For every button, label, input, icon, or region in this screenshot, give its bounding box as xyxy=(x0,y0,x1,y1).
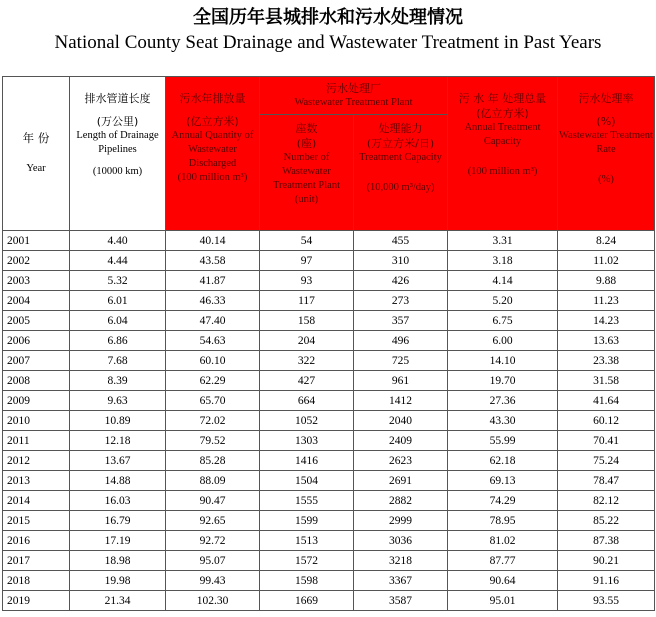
cell-capacity: 273 xyxy=(354,291,448,311)
cell-treated: 90.64 xyxy=(448,571,558,591)
cell-discharge: 90.47 xyxy=(166,491,260,511)
header-year-cn: 年 份 xyxy=(22,131,50,145)
cell-discharge: 62.29 xyxy=(166,371,260,391)
cell-pipe: 13.67 xyxy=(70,451,166,471)
cell-capacity: 961 xyxy=(354,371,448,391)
cell-capacity: 3367 xyxy=(354,571,448,591)
cell-treated: 19.70 xyxy=(448,371,558,391)
cell-plants: 322 xyxy=(260,351,354,371)
cell-year: 2011 xyxy=(3,431,70,451)
table-row xyxy=(3,491,655,511)
cell-treated: 87.77 xyxy=(448,551,558,571)
cell-capacity: 357 xyxy=(354,311,448,331)
cell-rate: 14.23 xyxy=(558,311,655,331)
cell-pipe: 18.98 xyxy=(70,551,166,571)
header-treated-unit-en: (100 million m³) xyxy=(467,166,538,177)
header-plant-group xyxy=(260,77,448,115)
cell-treated: 74.29 xyxy=(448,491,558,511)
cell-plants: 1513 xyxy=(260,531,354,551)
cell-plants: 54 xyxy=(260,231,354,251)
cell-rate: 82.12 xyxy=(558,491,655,511)
table-row xyxy=(3,351,655,371)
cell-year: 2013 xyxy=(3,471,70,491)
cell-year: 2001 xyxy=(3,231,70,251)
header-rate-cn: 污水处理率 xyxy=(578,92,634,105)
cell-discharge: 54.63 xyxy=(166,331,260,351)
cell-year: 2003 xyxy=(3,271,70,291)
header-rate-unit-cn: (%) xyxy=(596,115,616,128)
cell-plants: 1598 xyxy=(260,571,354,591)
header-plant-num-cn: 座数 xyxy=(295,122,318,135)
cell-discharge: 43.58 xyxy=(166,251,260,271)
cell-year: 2005 xyxy=(3,311,70,331)
header-annual-treated xyxy=(448,77,558,231)
cell-discharge: 85.28 xyxy=(166,451,260,471)
header-plant-group-cn: 污水处理厂 xyxy=(326,82,381,95)
header-plant-group-en: Wastewater Treatment Plant xyxy=(294,97,413,108)
cell-capacity: 3036 xyxy=(354,531,448,551)
header-plant-num-unit-en: (unit) xyxy=(294,194,319,205)
cell-plants: 1416 xyxy=(260,451,354,471)
cell-year: 2006 xyxy=(3,331,70,351)
table-row xyxy=(3,391,655,411)
title-block xyxy=(0,0,656,76)
cell-pipe: 8.39 xyxy=(70,371,166,391)
header-discharge-unit-cn: (亿立方米) xyxy=(186,115,239,128)
cell-year: 2012 xyxy=(3,451,70,471)
title-english: National County Seat Drainage and Wastewater Treatment in Past Years xyxy=(54,32,602,53)
cell-capacity: 3218 xyxy=(354,551,448,571)
cell-plants: 97 xyxy=(260,251,354,271)
header-treatment-rate xyxy=(558,77,655,231)
table-row xyxy=(3,231,655,251)
table-row xyxy=(3,591,655,611)
header-discharge xyxy=(166,77,260,231)
cell-capacity: 426 xyxy=(354,271,448,291)
header-year-en: Year xyxy=(26,163,46,174)
cell-discharge: 65.70 xyxy=(166,391,260,411)
cell-year: 2002 xyxy=(3,251,70,271)
cell-year: 2007 xyxy=(3,351,70,371)
cell-pipe: 19.98 xyxy=(70,571,166,591)
cell-year: 2010 xyxy=(3,411,70,431)
cell-discharge: 102.30 xyxy=(166,591,260,611)
cell-discharge: 41.87 xyxy=(166,271,260,291)
header-pipe-cn: 排水管道长度 xyxy=(84,92,151,105)
table-row xyxy=(3,571,655,591)
cell-treated: 3.18 xyxy=(448,251,558,271)
header-treated-unit-cn: (亿立方米) xyxy=(476,107,529,120)
cell-pipe: 4.40 xyxy=(70,231,166,251)
cell-plants: 204 xyxy=(260,331,354,351)
table-row xyxy=(3,551,655,571)
cell-capacity: 3587 xyxy=(354,591,448,611)
cell-treated: 27.36 xyxy=(448,391,558,411)
cell-plants: 117 xyxy=(260,291,354,311)
cell-discharge: 79.52 xyxy=(166,431,260,451)
cell-treated: 81.02 xyxy=(448,531,558,551)
cell-treated: 62.18 xyxy=(448,451,558,471)
cell-discharge: 92.72 xyxy=(166,531,260,551)
cell-plants: 1555 xyxy=(260,491,354,511)
cell-rate: 13.63 xyxy=(558,331,655,351)
cell-pipe: 16.79 xyxy=(70,511,166,531)
cell-discharge: 95.07 xyxy=(166,551,260,571)
header-discharge-en: Annual Quantity of Wastewater Discharged xyxy=(171,130,254,169)
header-capacity-unit-en: (10,000 m³/day) xyxy=(366,182,435,193)
cell-pipe: 12.18 xyxy=(70,431,166,451)
cell-treated: 4.14 xyxy=(448,271,558,291)
header-pipe-en: Length of Drainage Pipelines xyxy=(76,130,159,155)
cell-year: 2004 xyxy=(3,291,70,311)
cell-pipe: 10.89 xyxy=(70,411,166,431)
cell-plants: 1504 xyxy=(260,471,354,491)
cell-rate: 11.02 xyxy=(558,251,655,271)
cell-rate: 91.16 xyxy=(558,571,655,591)
header-capacity-cn: 处理能力 xyxy=(378,122,423,135)
header-pipe-length xyxy=(70,77,166,231)
header-plant-number xyxy=(260,115,354,231)
cell-rate: 78.47 xyxy=(558,471,655,491)
cell-discharge: 40.14 xyxy=(166,231,260,251)
cell-capacity: 725 xyxy=(354,351,448,371)
table-row xyxy=(3,371,655,391)
cell-discharge: 88.09 xyxy=(166,471,260,491)
cell-rate: 31.58 xyxy=(558,371,655,391)
cell-discharge: 47.40 xyxy=(166,311,260,331)
cell-rate: 9.88 xyxy=(558,271,655,291)
header-capacity-en: Treatment Capacity xyxy=(359,152,442,163)
cell-discharge: 92.65 xyxy=(166,511,260,531)
header-rate-unit-en: (%) xyxy=(598,174,614,185)
table-row xyxy=(3,291,655,311)
cell-plants: 1052 xyxy=(260,411,354,431)
cell-plants: 1303 xyxy=(260,431,354,451)
table-body xyxy=(3,231,655,611)
cell-plants: 664 xyxy=(260,391,354,411)
cell-rate: 60.12 xyxy=(558,411,655,431)
cell-pipe: 6.86 xyxy=(70,331,166,351)
table-row xyxy=(3,331,655,351)
table-row xyxy=(3,311,655,331)
header-pipe-unit-en: (10000 km) xyxy=(92,166,143,177)
cell-rate: 90.21 xyxy=(558,551,655,571)
cell-treated: 14.10 xyxy=(448,351,558,371)
table-row xyxy=(3,271,655,291)
header-discharge-unit-en: (100 million m³) xyxy=(177,172,248,183)
cell-rate: 85.22 xyxy=(558,511,655,531)
cell-rate: 75.24 xyxy=(558,451,655,471)
cell-pipe: 5.32 xyxy=(70,271,166,291)
cell-capacity: 2999 xyxy=(354,511,448,531)
cell-treated: 5.20 xyxy=(448,291,558,311)
cell-capacity: 2691 xyxy=(354,471,448,491)
cell-pipe: 4.44 xyxy=(70,251,166,271)
cell-year: 2019 xyxy=(3,591,70,611)
cell-year: 2017 xyxy=(3,551,70,571)
table-row xyxy=(3,431,655,451)
cell-capacity: 2623 xyxy=(354,451,448,471)
cell-capacity: 310 xyxy=(354,251,448,271)
header-capacity-unit-cn: (万立方米/日) xyxy=(366,137,435,150)
cell-pipe: 6.04 xyxy=(70,311,166,331)
title-chinese: 全国历年县城排水和污水处理情况 xyxy=(193,7,463,28)
cell-year: 2008 xyxy=(3,371,70,391)
cell-treated: 3.31 xyxy=(448,231,558,251)
cell-pipe: 7.68 xyxy=(70,351,166,371)
cell-pipe: 21.34 xyxy=(70,591,166,611)
cell-treated: 69.13 xyxy=(448,471,558,491)
cell-year: 2014 xyxy=(3,491,70,511)
cell-plants: 1572 xyxy=(260,551,354,571)
cell-year: 2016 xyxy=(3,531,70,551)
cell-rate: 8.24 xyxy=(558,231,655,251)
cell-discharge: 46.33 xyxy=(166,291,260,311)
header-plant-num-en: Number of Wastewater Treatment Plant xyxy=(273,152,340,191)
header-treated-cn: 污 水 年 处理总量 xyxy=(458,92,547,105)
cell-plants: 427 xyxy=(260,371,354,391)
drainage-table xyxy=(2,76,655,611)
cell-capacity: 2882 xyxy=(354,491,448,511)
cell-year: 2018 xyxy=(3,571,70,591)
cell-rate: 23.38 xyxy=(558,351,655,371)
cell-year: 2009 xyxy=(3,391,70,411)
cell-plants: 1599 xyxy=(260,511,354,531)
cell-discharge: 72.02 xyxy=(166,411,260,431)
table-row xyxy=(3,251,655,271)
cell-capacity: 2040 xyxy=(354,411,448,431)
cell-discharge: 60.10 xyxy=(166,351,260,371)
table-row xyxy=(3,471,655,491)
cell-pipe: 9.63 xyxy=(70,391,166,411)
table-row xyxy=(3,531,655,551)
cell-discharge: 99.43 xyxy=(166,571,260,591)
table-row xyxy=(3,451,655,471)
cell-treated: 6.75 xyxy=(448,311,558,331)
table-row xyxy=(3,511,655,531)
cell-pipe: 6.01 xyxy=(70,291,166,311)
cell-plants: 93 xyxy=(260,271,354,291)
cell-capacity: 1412 xyxy=(354,391,448,411)
cell-pipe: 14.88 xyxy=(70,471,166,491)
header-capacity xyxy=(354,115,448,231)
cell-treated: 55.99 xyxy=(448,431,558,451)
header-pipe-unit-cn: (万公里) xyxy=(96,115,139,128)
header-rate-en: Wastewater Treatment Rate xyxy=(559,130,653,155)
cell-capacity: 455 xyxy=(354,231,448,251)
header-treated-en: Annual Treatment Capacity xyxy=(464,122,541,147)
header-discharge-cn: 污水年排放量 xyxy=(179,92,246,105)
cell-capacity: 496 xyxy=(354,331,448,351)
cell-plants: 1669 xyxy=(260,591,354,611)
header-plant-num-unit-cn: (座) xyxy=(296,137,317,150)
cell-rate: 70.41 xyxy=(558,431,655,451)
header-year xyxy=(3,77,70,231)
cell-year: 2015 xyxy=(3,511,70,531)
cell-capacity: 2409 xyxy=(354,431,448,451)
cell-treated: 95.01 xyxy=(448,591,558,611)
cell-rate: 93.55 xyxy=(558,591,655,611)
cell-plants: 158 xyxy=(260,311,354,331)
cell-rate: 87.38 xyxy=(558,531,655,551)
cell-treated: 78.95 xyxy=(448,511,558,531)
cell-pipe: 17.19 xyxy=(70,531,166,551)
cell-treated: 6.00 xyxy=(448,331,558,351)
cell-rate: 11.23 xyxy=(558,291,655,311)
table-row xyxy=(3,411,655,431)
cell-rate: 41.64 xyxy=(558,391,655,411)
cell-treated: 43.30 xyxy=(448,411,558,431)
cell-pipe: 16.03 xyxy=(70,491,166,511)
